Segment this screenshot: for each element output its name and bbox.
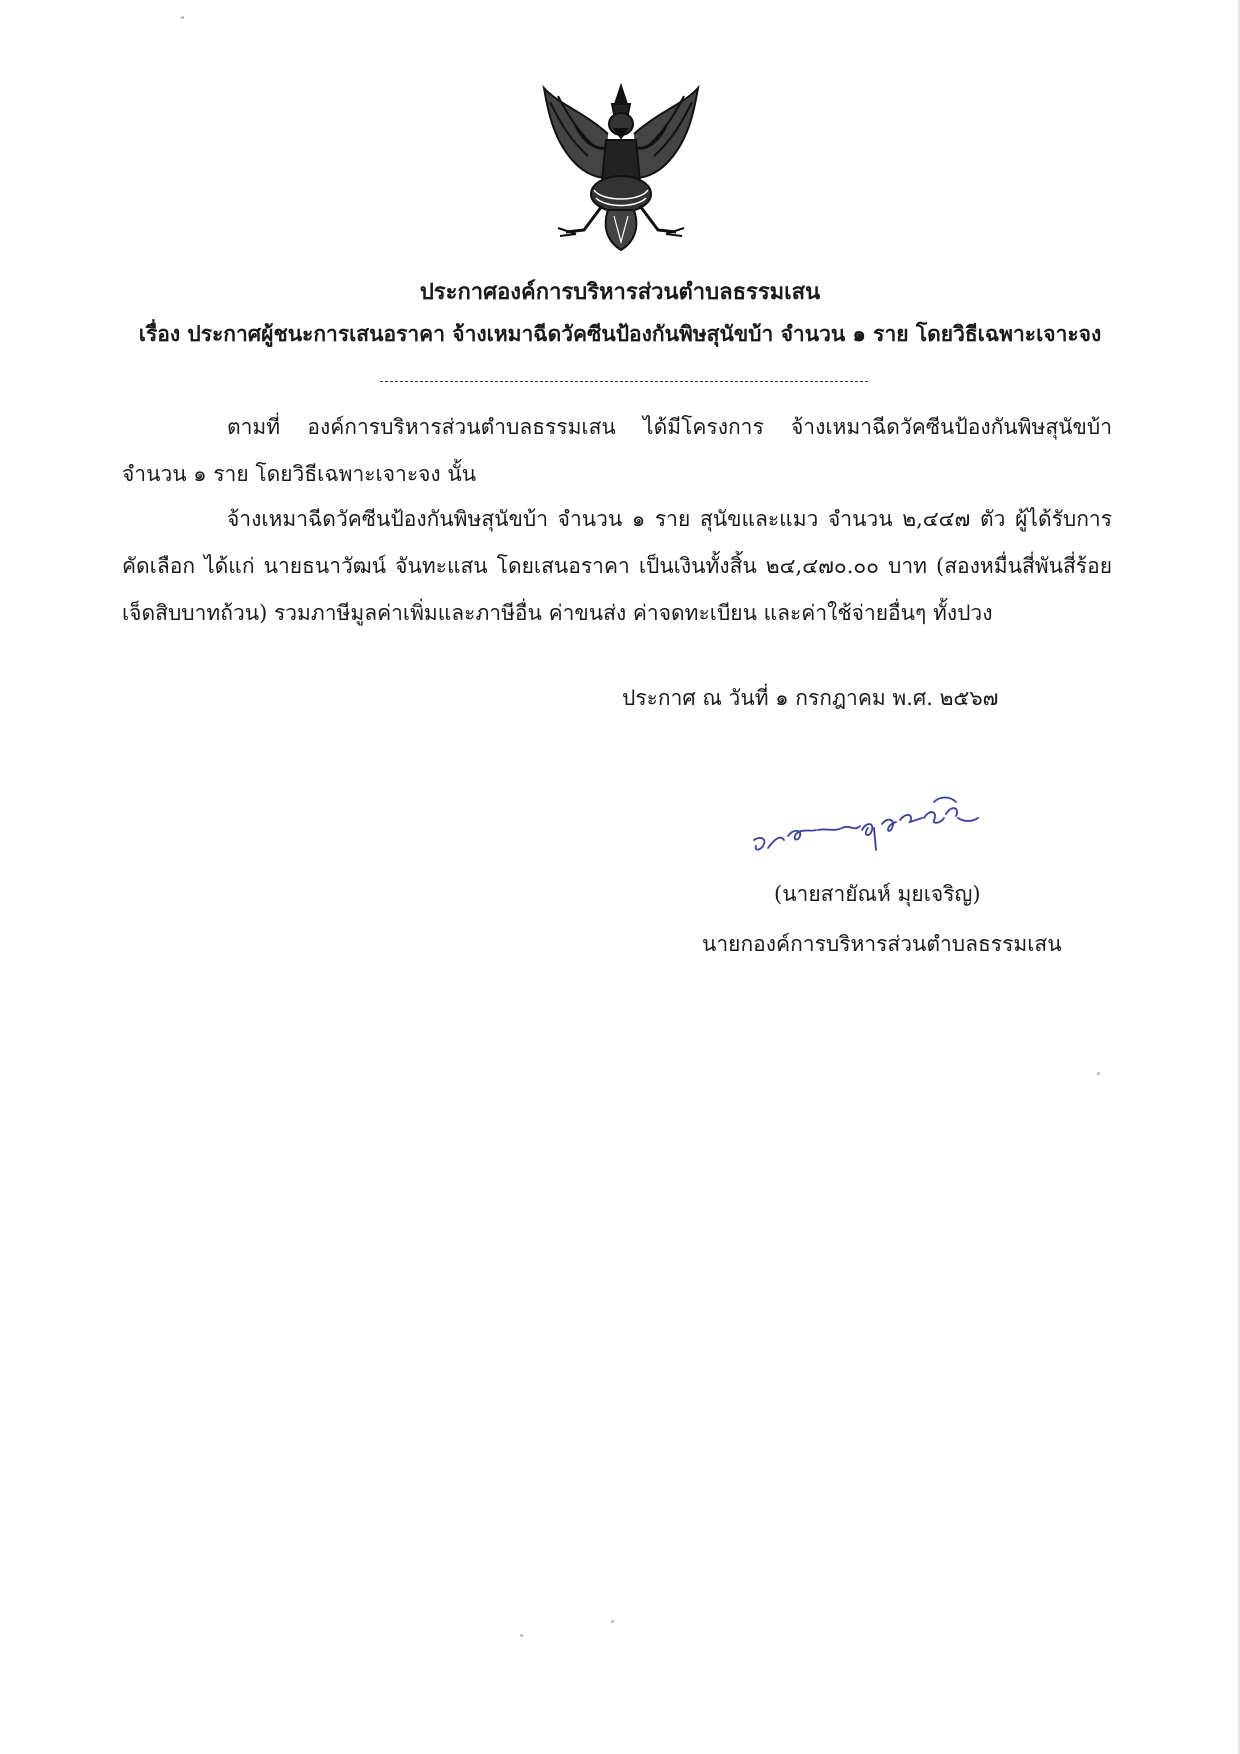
scan-speck [611,1620,614,1623]
document-subject: เรื่อง ประกาศผู้ชนะการเสนอราคา จ้างเหมาฉีดวัคซีนป้องกันพิษสุนัขบ้า จำนวน ๑ ราย โดยวิธีเฉพาะเจาะจง [138,321,1102,346]
document-title: ประกาศองค์การบริหารส่วนตำบลธรรมเสน [419,279,821,305]
garuda-emblem-icon [536,82,706,252]
announcement-date: ประกาศ ณ วันที่ ๑ กรกฎาคม พ.ศ. ๒๕๖๗ [622,686,999,710]
scan-speck [1097,1072,1100,1075]
body-paragraph-1: ตามที่ องค์การบริหารส่วนตำบลธรรมเสน ได้มีโครงการ จ้างเหมาฉีดวัคซีนป้องกันพิษสุนัขบ้า จำนวน ๑ ราย โดยวิธีเฉพาะเจาะจง นั้น [122,415,1112,486]
scan-speck [520,1634,523,1637]
scan-speck [181,16,184,19]
signer-name: (นายสายัณห์ มุยเจริญ) [774,882,981,906]
body-paragraph-2: จ้างเหมาฉีดวัคซีนป้องกันพิษสุนัขบ้า จำนวน ๑ ราย สุนัขและแมว จำนวน ๒,๔๔๗ ตัว ผู้ได้รับการคัดเลือก ได้แก่ นายธนาวัฒน์ จันทะแสน โดยเสนอราคา เป็นเงินทั้งสิ้น ๒๔,๔๗๐.๐๐ บาท (สองหมื่นสี่พันสี่ร้อยเจ็ดสิบบาทถ้วน) รวมภาษีมูลค่าเพิ่มและภาษีอื่น ค่าขนส่ง ค่าจดทะเบียน และค่าใช้จ่ายอื่นๆ ทั้งปวง [122,507,1112,625]
signer-title: นายกองค์การบริหารส่วนตำบลธรรมเสน [702,932,1062,956]
handwritten-signature [750,778,990,870]
dashed-divider [380,381,868,382]
